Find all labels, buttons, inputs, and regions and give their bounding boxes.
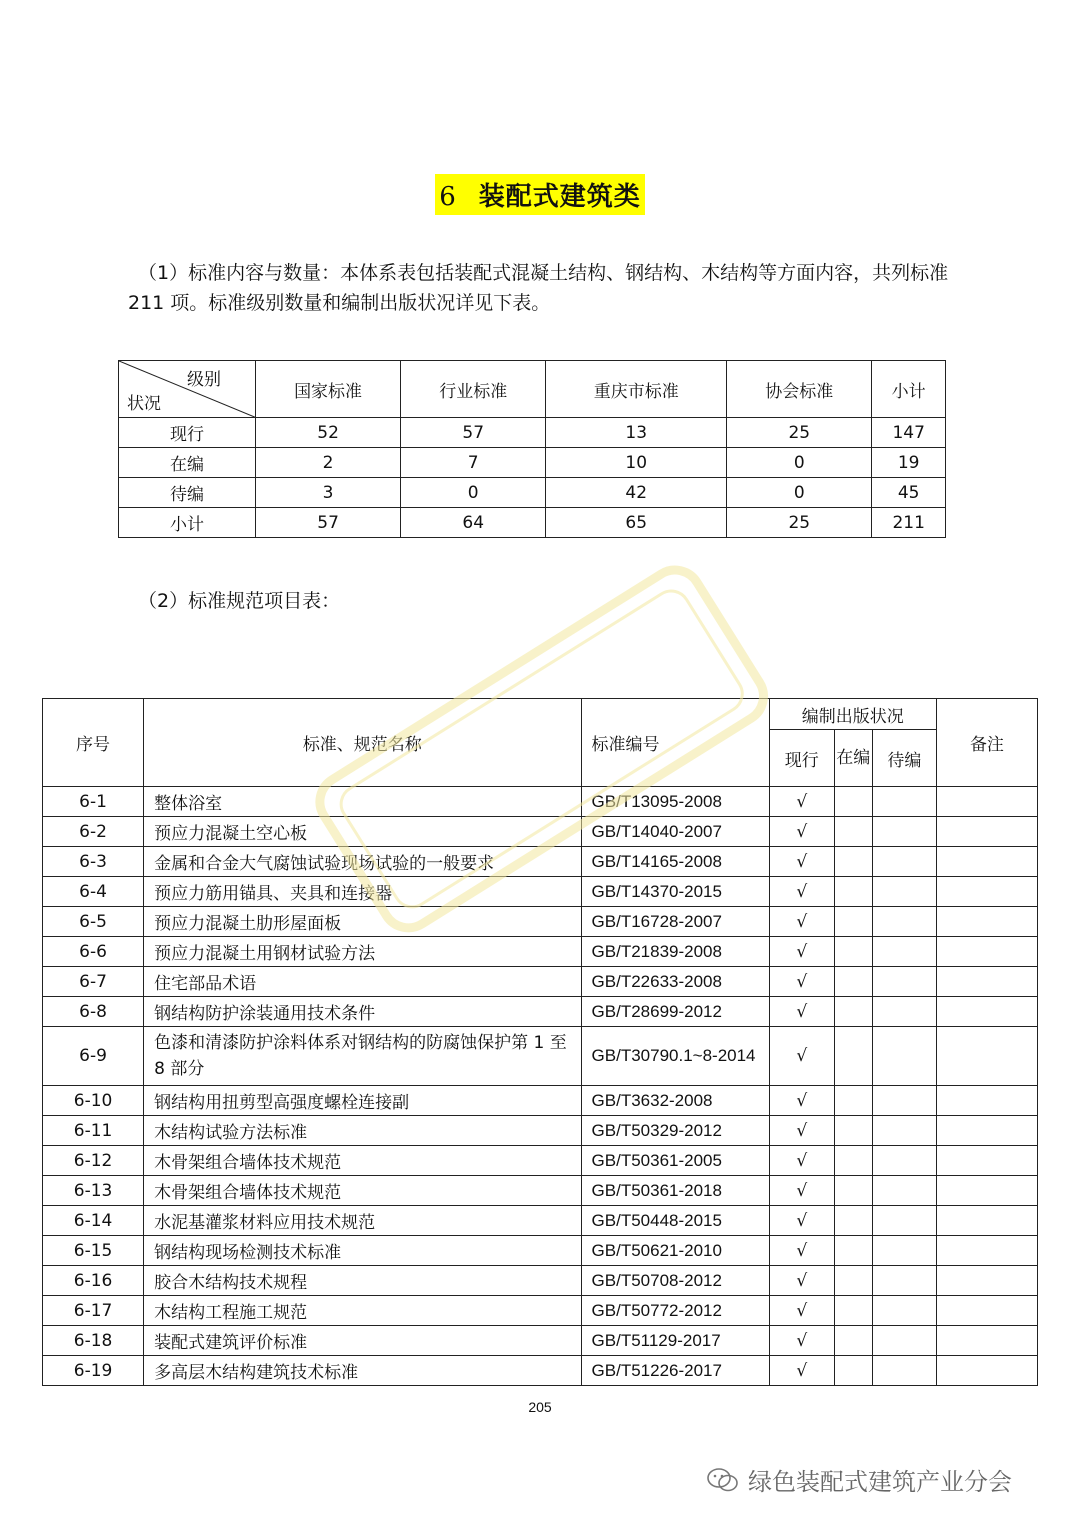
row-current-check: √ — [769, 1266, 834, 1296]
row-pending — [872, 787, 936, 817]
row-code: GB/T16728-2007 — [581, 907, 769, 937]
row-id: 6-10 — [43, 1086, 144, 1116]
summary-value: 2 — [256, 448, 401, 478]
row-pending — [872, 1236, 936, 1266]
table-row — [43, 1086, 1038, 1116]
header-id: 序号 — [43, 699, 144, 787]
row-current-check: √ — [769, 787, 834, 817]
row-name: 木骨架组合墙体技术规范 — [144, 1176, 581, 1206]
row-id: 6-6 — [43, 937, 144, 967]
row-code: GB/T3632-2008 — [581, 1086, 769, 1116]
row-name: 木结构工程施工规范 — [144, 1296, 581, 1326]
summary-value: 57 — [256, 508, 401, 538]
row-remark — [936, 847, 1037, 877]
row-name: 水泥基灌浆材料应用技术规范 — [144, 1206, 581, 1236]
row-current-check: √ — [769, 1086, 834, 1116]
table-row — [43, 997, 1038, 1027]
section-number: 6 — [439, 182, 457, 212]
row-pending — [872, 1116, 936, 1146]
row-pending — [872, 1176, 936, 1206]
section-heading — [0, 174, 1080, 215]
row-code: GB/T30790.1~8-2014 — [581, 1027, 769, 1086]
row-remark — [936, 1266, 1037, 1296]
row-remark — [936, 1116, 1037, 1146]
summary-value: 7 — [401, 448, 546, 478]
row-current-check: √ — [769, 1356, 834, 1386]
row-current-check: √ — [769, 967, 834, 997]
summary-row-label: 待编 — [119, 478, 256, 508]
row-remark — [936, 787, 1037, 817]
row-name: 木结构试验方法标准 — [144, 1116, 581, 1146]
row-id: 6-13 — [43, 1176, 144, 1206]
summary-value: 0 — [727, 448, 872, 478]
row-remark — [936, 907, 1037, 937]
row-code: GB/T50329-2012 — [581, 1116, 769, 1146]
section-title-text: 装配式建筑类 — [478, 182, 641, 212]
summary-table — [118, 360, 946, 538]
watermark-text: 绿色装配式建筑产业分会 — [748, 1468, 1012, 1496]
row-drafting — [834, 1206, 872, 1236]
row-code: GB/T50708-2012 — [581, 1266, 769, 1296]
table-row — [43, 817, 1038, 847]
row-drafting — [834, 1086, 872, 1116]
row-code: GB/T50361-2018 — [581, 1176, 769, 1206]
summary-value: 42 — [546, 478, 727, 508]
row-name: 住宅部品术语 — [144, 967, 581, 997]
row-name: 胶合木结构技术规程 — [144, 1266, 581, 1296]
summary-value: 0 — [727, 478, 872, 508]
row-id: 6-16 — [43, 1266, 144, 1296]
row-id: 6-18 — [43, 1326, 144, 1356]
table-row — [43, 907, 1038, 937]
header-drafting: 在编 — [834, 730, 872, 787]
standards-table — [42, 698, 1038, 1386]
row-id: 6-3 — [43, 847, 144, 877]
list-header-row — [43, 699, 1038, 730]
row-drafting — [834, 1027, 872, 1086]
row-pending — [872, 937, 936, 967]
row-remark — [936, 1356, 1037, 1386]
row-id: 6-11 — [43, 1116, 144, 1146]
row-drafting — [834, 1296, 872, 1326]
row-code: GB/T14165-2008 — [581, 847, 769, 877]
row-drafting — [834, 847, 872, 877]
summary-value: 64 — [401, 508, 546, 538]
row-name: 预应力混凝土空心板 — [144, 817, 581, 847]
row-drafting — [834, 1236, 872, 1266]
summary-value: 25 — [727, 508, 872, 538]
corner-level-label: 级别 — [187, 370, 221, 390]
row-name: 色漆和清漆防护涂料体系对钢结构的防腐蚀保护第 1 至 8 部分 — [144, 1027, 581, 1086]
row-remark — [936, 1206, 1037, 1236]
row-id: 6-2 — [43, 817, 144, 847]
table-row — [43, 1266, 1038, 1296]
row-id: 6-4 — [43, 877, 144, 907]
row-current-check: √ — [769, 877, 834, 907]
table-row — [43, 1356, 1038, 1386]
summary-header: 重庆市标准 — [546, 361, 727, 418]
summary-value: 57 — [401, 418, 546, 448]
summary-value: 25 — [727, 418, 872, 448]
summary-header: 协会标准 — [727, 361, 872, 418]
row-code: GB/T50621-2010 — [581, 1236, 769, 1266]
intro-paragraph: （1）标准内容与数量：本体系表包括装配式混凝土结构、钢结构、木结构等方面内容，共列标准 211 项。标准级别数量和编制出版状况详见下表。 — [128, 262, 949, 314]
row-remark — [936, 1027, 1037, 1086]
summary-corner-cell — [119, 361, 256, 418]
summary-value: 65 — [546, 508, 727, 538]
row-code: GB/T50448-2015 — [581, 1206, 769, 1236]
row-drafting — [834, 937, 872, 967]
summary-value: 10 — [546, 448, 727, 478]
row-name: 木骨架组合墙体技术规范 — [144, 1146, 581, 1176]
row-pending — [872, 1146, 936, 1176]
table-row — [43, 877, 1038, 907]
header-current: 现行 — [769, 730, 834, 787]
row-code: GB/T21839-2008 — [581, 937, 769, 967]
row-pending — [872, 1266, 936, 1296]
row-drafting — [834, 1176, 872, 1206]
row-code: GB/T28699-2012 — [581, 997, 769, 1027]
summary-value: 0 — [401, 478, 546, 508]
row-id: 6-9 — [43, 1027, 144, 1086]
row-remark — [936, 1146, 1037, 1176]
row-name: 多高层木结构建筑技术标准 — [144, 1356, 581, 1386]
row-drafting — [834, 1356, 872, 1386]
row-code: GB/T51226-2017 — [581, 1356, 769, 1386]
row-remark — [936, 877, 1037, 907]
header-remark: 备注 — [936, 699, 1037, 787]
row-current-check: √ — [769, 1146, 834, 1176]
row-remark — [936, 1176, 1037, 1206]
row-name: 预应力混凝土肋形屋面板 — [144, 907, 581, 937]
summary-row-label: 小计 — [119, 508, 256, 538]
row-code: GB/T50361-2005 — [581, 1146, 769, 1176]
row-code: GB/T51129-2017 — [581, 1326, 769, 1356]
summary-row — [119, 508, 946, 538]
row-pending — [872, 967, 936, 997]
table-row — [43, 1176, 1038, 1206]
corner-status-label: 状况 — [127, 394, 161, 414]
summary-value: 3 — [256, 478, 401, 508]
summary-header: 行业标准 — [401, 361, 546, 418]
row-current-check: √ — [769, 1296, 834, 1326]
summary-value: 19 — [872, 448, 946, 478]
wechat-icon — [706, 1467, 740, 1493]
row-pending — [872, 1296, 936, 1326]
row-pending — [872, 1326, 936, 1356]
row-name: 预应力筋用锚具、夹具和连接器 — [144, 877, 581, 907]
header-name: 标准、规范名称 — [144, 699, 581, 787]
row-id: 6-15 — [43, 1236, 144, 1266]
row-drafting — [834, 1326, 872, 1356]
row-pending — [872, 1027, 936, 1086]
summary-row — [119, 448, 946, 478]
row-pending — [872, 1086, 936, 1116]
row-pending — [872, 847, 936, 877]
row-code: GB/T14370-2015 — [581, 877, 769, 907]
row-id: 6-7 — [43, 967, 144, 997]
summary-row-label: 现行 — [119, 418, 256, 448]
row-id: 6-12 — [43, 1146, 144, 1176]
row-current-check: √ — [769, 1236, 834, 1266]
table-row — [43, 937, 1038, 967]
summary-value: 45 — [872, 478, 946, 508]
row-pending — [872, 1206, 936, 1236]
row-name: 钢结构现场检测技术标准 — [144, 1236, 581, 1266]
summary-row — [119, 418, 946, 448]
row-current-check: √ — [769, 1027, 834, 1086]
table-row — [43, 1236, 1038, 1266]
row-drafting — [834, 907, 872, 937]
row-remark — [936, 817, 1037, 847]
row-id: 6-1 — [43, 787, 144, 817]
row-drafting — [834, 817, 872, 847]
table-row — [43, 1146, 1038, 1176]
row-code: GB/T14040-2007 — [581, 817, 769, 847]
header-pending: 待编 — [872, 730, 936, 787]
row-current-check: √ — [769, 907, 834, 937]
page-number: 205 — [528, 1399, 552, 1415]
row-code: GB/T22633-2008 — [581, 967, 769, 997]
row-name: 钢结构用扭剪型高强度螺栓连接副 — [144, 1086, 581, 1116]
row-id: 6-8 — [43, 997, 144, 1027]
table-row — [43, 1326, 1038, 1356]
table-row — [43, 1116, 1038, 1146]
row-id: 6-5 — [43, 907, 144, 937]
row-code: GB/T50772-2012 — [581, 1296, 769, 1326]
summary-value: 147 — [872, 418, 946, 448]
row-id: 6-19 — [43, 1356, 144, 1386]
table-row — [43, 847, 1038, 877]
row-remark — [936, 997, 1037, 1027]
table-row — [43, 787, 1038, 817]
row-current-check: √ — [769, 847, 834, 877]
row-drafting — [834, 1146, 872, 1176]
row-drafting — [834, 787, 872, 817]
row-name: 金属和合金大气腐蚀试验现场试验的一般要求 — [144, 847, 581, 877]
row-drafting — [834, 997, 872, 1027]
summary-value: 52 — [256, 418, 401, 448]
row-name: 装配式建筑评价标准 — [144, 1326, 581, 1356]
header-status-group: 编制出版状况 — [769, 699, 936, 730]
row-current-check: √ — [769, 1326, 834, 1356]
row-remark — [936, 1296, 1037, 1326]
header-code: 标准编号 — [581, 699, 769, 787]
row-drafting — [834, 877, 872, 907]
table-row — [43, 1296, 1038, 1326]
row-id: 6-17 — [43, 1296, 144, 1326]
row-name: 预应力混凝土用钢材试验方法 — [144, 937, 581, 967]
row-drafting — [834, 1266, 872, 1296]
summary-header-row — [119, 361, 946, 418]
list-paragraph: （2）标准规范项目表： — [138, 590, 341, 612]
table-row — [43, 967, 1038, 997]
row-remark — [936, 1086, 1037, 1116]
summary-value: 211 — [872, 508, 946, 538]
row-name: 整体浴室 — [144, 787, 581, 817]
section-title — [435, 174, 645, 215]
row-remark — [936, 1326, 1037, 1356]
summary-row-label: 在编 — [119, 448, 256, 478]
row-pending — [872, 907, 936, 937]
summary-header: 小计 — [872, 361, 946, 418]
summary-header: 国家标准 — [256, 361, 401, 418]
row-pending — [872, 1356, 936, 1386]
row-current-check: √ — [769, 937, 834, 967]
summary-row — [119, 478, 946, 508]
wechat-watermark — [706, 1462, 1012, 1497]
row-current-check: √ — [769, 817, 834, 847]
row-remark — [936, 967, 1037, 997]
table-row — [43, 1206, 1038, 1236]
row-code: GB/T13095-2008 — [581, 787, 769, 817]
row-pending — [872, 817, 936, 847]
row-drafting — [834, 967, 872, 997]
row-remark — [936, 937, 1037, 967]
row-current-check: √ — [769, 1206, 834, 1236]
row-name: 钢结构防护涂装通用技术条件 — [144, 997, 581, 1027]
row-drafting — [834, 1116, 872, 1146]
row-id: 6-14 — [43, 1206, 144, 1236]
table-row — [43, 1027, 1038, 1086]
row-current-check: √ — [769, 1116, 834, 1146]
row-pending — [872, 877, 936, 907]
row-pending — [872, 997, 936, 1027]
row-remark — [936, 1236, 1037, 1266]
row-current-check: √ — [769, 1176, 834, 1206]
row-current-check: √ — [769, 997, 834, 1027]
summary-value: 13 — [546, 418, 727, 448]
